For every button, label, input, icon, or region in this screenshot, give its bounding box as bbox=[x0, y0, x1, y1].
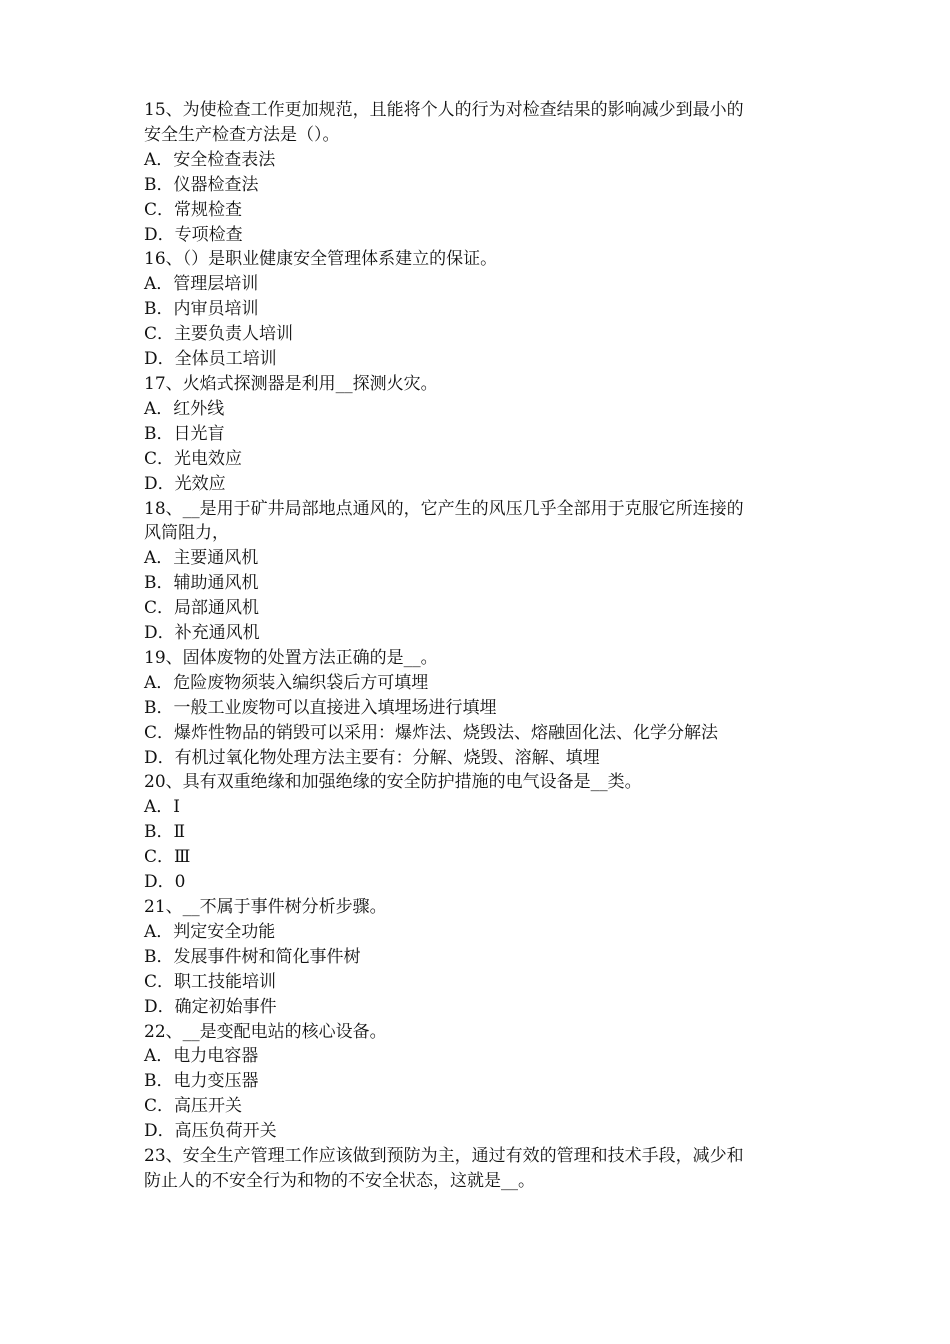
question-20 bbox=[144, 770, 814, 895]
option-d: D．补充通风机 bbox=[144, 623, 260, 644]
option-b: B．发展事件树和简化事件树 bbox=[144, 946, 361, 967]
option-d: D．全体员工培训 bbox=[144, 349, 277, 370]
question-text: 17、火焰式探测器是利用__探测火灾。 bbox=[144, 373, 438, 394]
question-text: 19、固体废物的处置方法正确的是__。 bbox=[144, 647, 438, 668]
document-page bbox=[144, 98, 814, 1194]
option-b: B．内审员培训 bbox=[144, 299, 259, 320]
option-d: D．专项检查 bbox=[144, 224, 243, 245]
question-15 bbox=[144, 98, 814, 247]
question-text: 防止人的不安全行为和物的不安全状态，这就是__。 bbox=[144, 1170, 535, 1191]
option-c: C．高压开关 bbox=[144, 1096, 243, 1117]
option-a: A．危险废物须装入编织袋后方可填埋 bbox=[144, 672, 429, 693]
question-22 bbox=[144, 1020, 814, 1145]
option-b: B．辅助通风机 bbox=[144, 573, 259, 594]
option-d: D．有机过氧化物处理方法主要有：分解、烧毁、溶解、填埋 bbox=[144, 747, 600, 768]
question-text: 22、__是变配电站的核心设备。 bbox=[144, 1021, 387, 1042]
question-21 bbox=[144, 895, 814, 1020]
option-b: B．电力变压器 bbox=[144, 1071, 259, 1092]
option-c: C．局部通风机 bbox=[144, 598, 260, 619]
option-c: C．常规检查 bbox=[144, 199, 243, 220]
option-a: A．电力电容器 bbox=[144, 1046, 259, 1067]
option-d: D．0 bbox=[144, 872, 186, 893]
option-a: A．主要通风机 bbox=[144, 548, 259, 569]
option-d: D．确定初始事件 bbox=[144, 996, 277, 1017]
option-c: C．Ⅲ bbox=[144, 847, 191, 868]
option-a: A．Ⅰ bbox=[144, 797, 180, 818]
option-d: D．光效应 bbox=[144, 473, 226, 494]
option-b: B．日光盲 bbox=[144, 423, 225, 444]
question-text: 15、为使检查工作更加规范，且能将个人的行为对检查结果的影响减少到最小的 bbox=[144, 100, 744, 120]
option-a: A．判定安全功能 bbox=[144, 921, 276, 942]
question-text: 16、（）是职业健康安全管理体系建立的保证。 bbox=[144, 249, 498, 270]
option-c: C．爆炸性物品的销毁可以采用：爆炸法、烧毁法、熔融固化法、化学分解法 bbox=[144, 722, 719, 743]
question-18 bbox=[144, 497, 814, 646]
option-c: C．职工技能培训 bbox=[144, 971, 277, 992]
option-b: B．仪器检查法 bbox=[144, 174, 259, 195]
option-a: A．红外线 bbox=[144, 398, 225, 419]
question-19 bbox=[144, 646, 814, 771]
option-b: B．Ⅱ bbox=[144, 822, 186, 843]
question-23 bbox=[144, 1144, 814, 1194]
question-16 bbox=[144, 247, 814, 372]
question-text: 风筒阻力， bbox=[144, 523, 229, 544]
question-17 bbox=[144, 372, 814, 497]
option-b: B．一般工业废物可以直接进入填埋场进行填埋 bbox=[144, 697, 497, 718]
question-text: 20、具有双重绝缘和加强绝缘的安全防护措施的电气设备是__类。 bbox=[144, 772, 642, 793]
option-c: C．主要负责人培训 bbox=[144, 324, 294, 345]
question-text: 安全生产检查方法是（）。 bbox=[144, 124, 340, 145]
option-c: C．光电效应 bbox=[144, 448, 243, 469]
question-text: 18、__是用于矿井局部地点通风的，它产生的风压几乎全部用于克服它所连接的 bbox=[144, 498, 744, 519]
option-a: A．管理层培训 bbox=[144, 274, 259, 295]
option-a: A．安全检查表法 bbox=[144, 149, 276, 170]
question-text: 21、__不属于事件树分析步骤。 bbox=[144, 897, 387, 917]
option-d: D．高压负荷开关 bbox=[144, 1121, 277, 1142]
question-text: 23、安全生产管理工作应该做到预防为主，通过有效的管理和技术手段，减少和 bbox=[144, 1146, 744, 1167]
